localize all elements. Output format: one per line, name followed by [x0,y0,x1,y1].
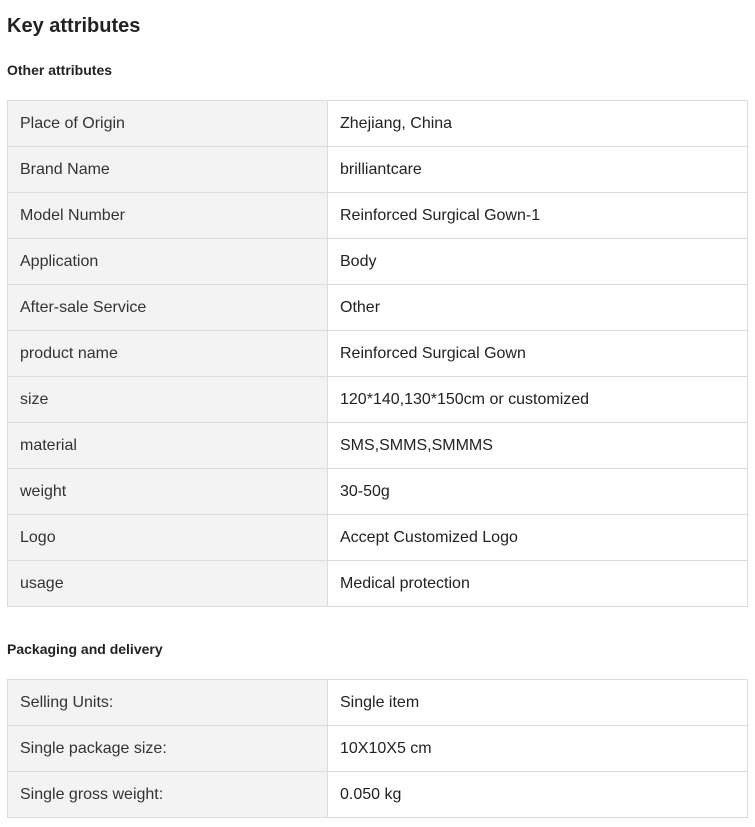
attribute-value: 10X10X5 cm [328,726,748,772]
attribute-value: Reinforced Surgical Gown-1 [328,193,748,239]
table-row [8,239,748,285]
attribute-value: Zhejiang, China [328,101,748,147]
table-row [8,377,748,423]
attribute-value: Other [328,285,748,331]
packaging-delivery-heading: Packaging and delivery [7,641,163,657]
table-row [8,515,748,561]
table-row [8,331,748,377]
table-row [8,147,748,193]
table-row [8,423,748,469]
attribute-value: 30-50g [328,469,748,515]
packaging-delivery-table [7,679,748,818]
attribute-value: Single item [328,680,748,726]
attribute-value: Reinforced Surgical Gown [328,331,748,377]
attribute-value: Accept Customized Logo [328,515,748,561]
table-row [8,469,748,515]
attribute-value: SMS,SMMS,SMMMS [328,423,748,469]
attribute-value: Medical protection [328,561,748,607]
attribute-key: Selling Units: [8,680,328,726]
page-title: Key attributes [7,15,141,37]
table-row [8,561,748,607]
attribute-key: size [8,377,328,423]
attribute-value: brilliantcare [328,147,748,193]
table-row [8,285,748,331]
other-attributes-heading: Other attributes [7,62,113,78]
attribute-value: 120*140,130*150cm or customized [328,377,748,423]
table-row [8,680,748,726]
attribute-key: product name [8,331,328,377]
attribute-key: weight [8,469,328,515]
table-row [8,101,748,147]
attribute-value: 0.050 kg [328,772,748,818]
attribute-key: material [8,423,328,469]
table-row [8,193,748,239]
other-attributes-table [7,100,748,607]
table-row [8,726,748,772]
attribute-key: Brand Name [8,147,328,193]
attribute-key: Single package size: [8,726,328,772]
attribute-key: usage [8,561,328,607]
attribute-value: Body [328,239,748,285]
attribute-key: Place of Origin [8,101,328,147]
table-row [8,772,748,818]
attribute-key: Application [8,239,328,285]
attribute-key: Single gross weight: [8,772,328,818]
attribute-key: After-sale Service [8,285,328,331]
attribute-key: Logo [8,515,328,561]
attribute-key: Model Number [8,193,328,239]
